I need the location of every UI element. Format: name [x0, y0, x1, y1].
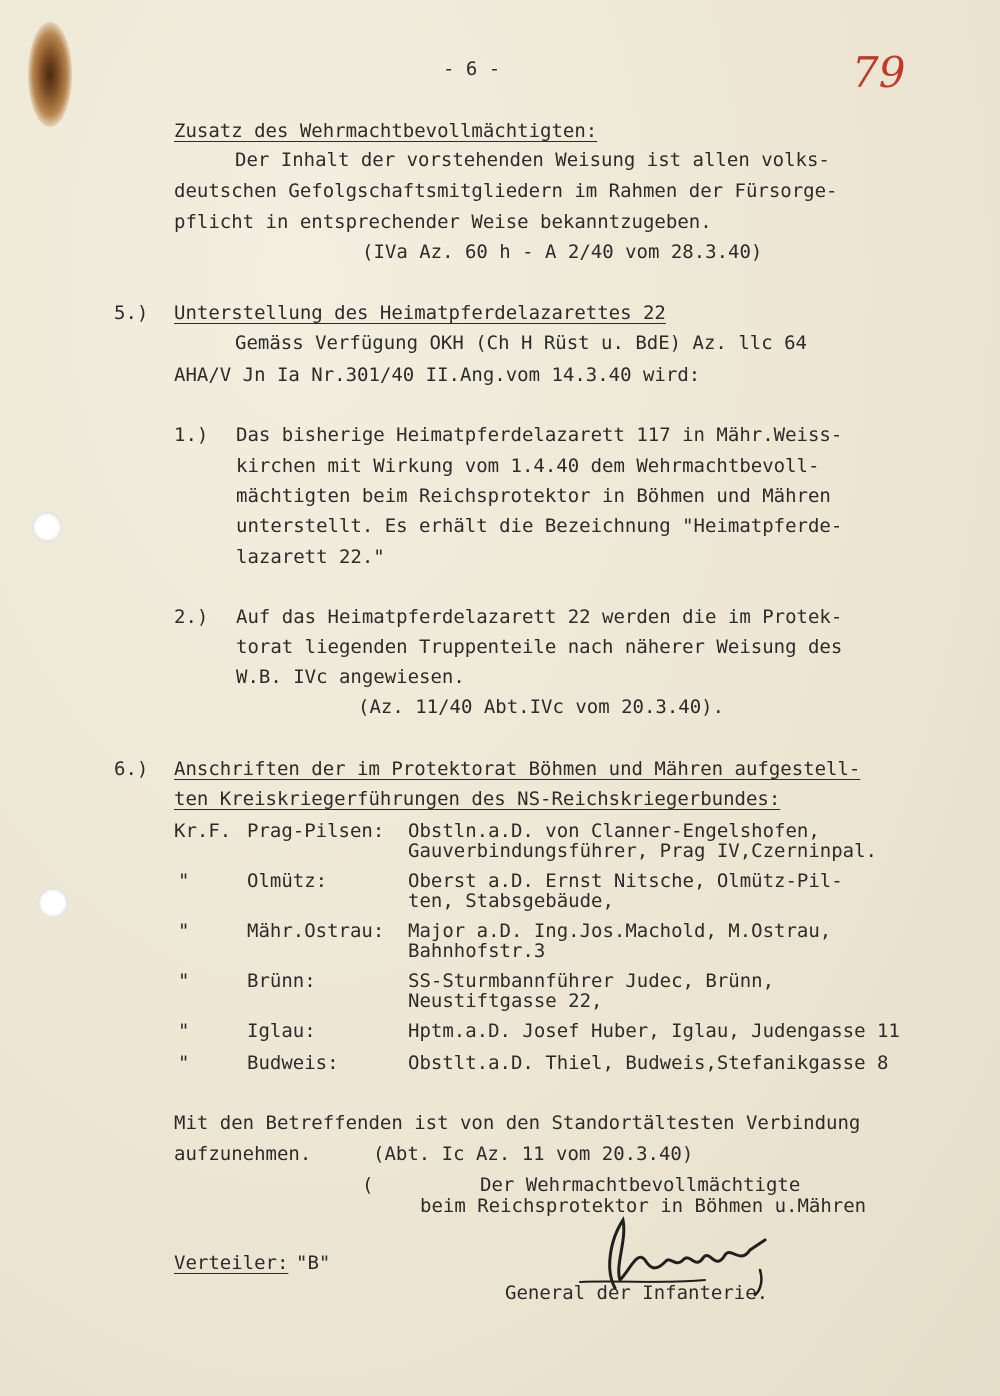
page-number: - 6 -	[443, 58, 501, 80]
item-1-line-4: unterstellt. Es erhält die Bezeichnung "Heimatpferde-	[236, 515, 843, 537]
item-1-line-1: Das bisherige Heimatpferdelazarett 117 in Mähr.Weiss-	[236, 424, 843, 446]
entry-prefix: "	[178, 1020, 190, 1042]
entry-line: Bahnhofstr.3	[408, 940, 546, 962]
closing-line-2: aufzunehmen.	[174, 1143, 312, 1165]
entry-place: Prag-Pilsen:	[247, 820, 385, 842]
section-5-intro-1: Gemäss Verfügung OKH (Ch H Rüst u. BdE) Az. llc 64	[235, 332, 807, 354]
signature-title-line-2: beim Reichsprotektor in Böhmen u.Mähren	[420, 1195, 867, 1217]
entry-prefix: "	[178, 920, 190, 942]
section-5-number: 5.)	[114, 302, 149, 324]
item-2-number: 2.)	[174, 606, 209, 628]
punch-hole-bottom	[38, 888, 68, 918]
entry-place: Olmütz:	[247, 870, 328, 892]
entry-place: Iglau:	[247, 1020, 316, 1042]
item-2-reference: (Az. 11/40 Abt.IVc vom 20.3.40).	[358, 696, 725, 718]
zusatz-line-1: Der Inhalt der vorstehenden Weisung ist allen volks-	[235, 149, 830, 171]
entry-place: Budweis:	[247, 1052, 339, 1074]
item-1-line-3: mächtigten beim Reichsprotektor in Böhmen und Mähren	[236, 485, 831, 507]
section-6-heading-1: Anschriften der im Protektorat Böhmen und Mähren aufgestell-	[174, 758, 861, 780]
entry-place: Mähr.Ostrau:	[247, 920, 385, 942]
folio-number: 79	[852, 48, 906, 97]
entry-line: Obstlt.a.D. Thiel, Budweis,Stefanikgasse 8	[408, 1052, 889, 1074]
entry-line: Hptm.a.D. Josef Huber, Iglau, Judengasse 11	[408, 1020, 900, 1042]
signatory-rank: General der Infanterie.	[505, 1282, 769, 1304]
entry-line: Major a.D. Ing.Jos.Machold, M.Ostrau,	[408, 920, 832, 942]
item-2-line-2: torat liegenden Truppenteile nach näherer Weisung des	[236, 636, 843, 658]
entry-prefix: "	[178, 970, 190, 992]
section-5-intro-2: AHA/V Jn Ia Nr.301/40 II.Ang.vom 14.3.40 wird:	[174, 364, 701, 386]
entry-prefix: "	[178, 1052, 190, 1074]
item-1-line-2: kirchen mit Wirkung vom 1.4.40 dem Wehrmachtbevoll-	[236, 455, 820, 477]
zusatz-heading: Zusatz des Wehrmachtbevollmächtigten:	[174, 120, 598, 142]
zusatz-reference: (IVa Az. 60 h - A 2/40 vom 28.3.40)	[362, 241, 763, 263]
entry-prefix: Kr.F.	[174, 820, 232, 842]
zusatz-line-2: deutschen Gefolgschaftsmitgliedern im Rahmen der Fürsorge-	[174, 180, 838, 202]
entry-line: Oberst a.D. Ernst Nitsche, Olmütz-Pil-	[408, 870, 843, 892]
section-6-number: 6.)	[114, 758, 149, 780]
entry-line: Obstln.a.D. von Clanner-Engelshofen,	[408, 820, 820, 842]
item-1-line-5: lazarett 22."	[236, 546, 385, 568]
entry-line: Neustiftgasse 22,	[408, 990, 603, 1012]
burn-mark	[28, 22, 72, 127]
closing-line-1: Mit den Betreffenden ist von den Standortältesten Verbindung	[174, 1112, 861, 1134]
entry-line: ten, Stabsgebäude,	[408, 890, 614, 912]
punch-hole-top	[32, 512, 62, 542]
entry-place: Brünn:	[247, 970, 316, 992]
entry-line: SS-Sturmbannführer Judec, Brünn,	[408, 970, 775, 992]
section-5-heading: Unterstellung des Heimatpferdelazarettes 22	[174, 302, 666, 324]
signature-title-line-1: Der Wehrmachtbevollmächtigte	[480, 1174, 801, 1196]
entry-prefix: "	[178, 870, 190, 892]
item-2-line-3: W.B. IVc angewiesen.	[236, 666, 465, 688]
verteiler-label: Verteiler:	[174, 1252, 289, 1274]
zusatz-line-3: pflicht in entsprechender Weise bekanntzugeben.	[174, 211, 712, 233]
signature-bracket: (	[362, 1174, 374, 1196]
item-1-number: 1.)	[174, 424, 209, 446]
section-6-heading-2: ten Kreiskriegerführungen des NS-Reichskriegerbundes:	[174, 788, 781, 810]
verteiler-value: "B"	[296, 1252, 331, 1274]
item-2-line-1: Auf das Heimatpferdelazarett 22 werden die im Protek-	[236, 606, 843, 628]
closing-reference: (Abt. Ic Az. 11 vom 20.3.40)	[373, 1143, 694, 1165]
entry-line: Gauverbindungsführer, Prag IV,Czerninpal.	[408, 840, 877, 862]
